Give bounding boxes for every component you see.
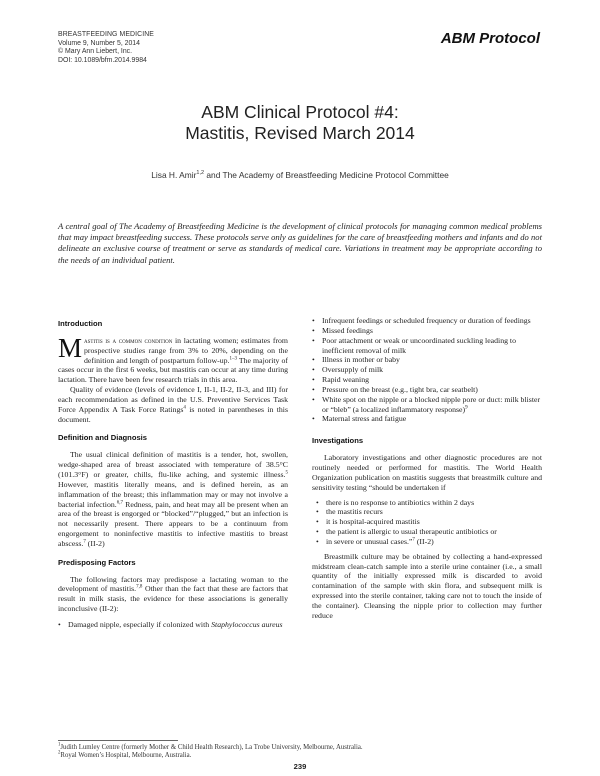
list-item-text: Damaged nipple, especially if colonized with bbox=[68, 619, 212, 629]
def-text-c: Redness, pain, and heat may all be present when an area of the breast is engorged or “blocked”/“plugged,” but an infection is not necessarily present. There appears to be a continuum from engorgement to noninfective mastitis to infective mastitis to breast abscess. bbox=[58, 499, 288, 548]
intro2-text-a: Quality of evidence (levels of evidence I, II-1, II-2, II-3, and III) for each recommendation as defined in the U.S. Preventive Services Task Force Appendix A Task Force Ratings bbox=[58, 385, 288, 414]
author-line bbox=[0, 170, 600, 180]
footnote-text: Judith Lumley Centre (formerly Mother & Child Health Research), La Trobe University, Melbourne, Australia. bbox=[60, 744, 363, 751]
list-item: • Illness in mother or baby bbox=[312, 355, 542, 365]
list-item: • Missed feedings bbox=[312, 326, 542, 336]
list-item-text: White spot on the nipple or a blocked nipple pore or duct: milk blister or “bleb” (a localized inflammatory response) bbox=[322, 394, 541, 414]
list-item bbox=[316, 537, 542, 547]
section-heading-definition: Definition and Diagnosis bbox=[58, 433, 148, 443]
list-item bbox=[58, 620, 288, 630]
citation-marker: 4 bbox=[183, 405, 186, 411]
footnote-divider bbox=[58, 740, 178, 741]
predisposing-paragraph bbox=[58, 575, 288, 614]
footnote-marker: 1 bbox=[58, 742, 61, 748]
left-column bbox=[58, 319, 288, 630]
citation-marker: 7 bbox=[83, 539, 86, 545]
author-primary: Lisa H. Amir bbox=[151, 170, 197, 180]
citation-marker: 1–3 bbox=[229, 355, 237, 361]
section-heading-investigations: Investigations bbox=[312, 436, 364, 446]
affiliation-footnotes bbox=[58, 744, 542, 761]
investigations-paragraph-1: Laboratory investigations and other diagnostic procedures are not routinely needed or performed for mastitis. The World Health Organization publication on mastitis suggests that breastmilk culture and sensitivity testing “should be undertaken if bbox=[312, 453, 542, 492]
drop-cap-letter: M bbox=[58, 332, 83, 363]
list-item bbox=[312, 395, 542, 415]
author-affiliation-marker: 1,2 bbox=[196, 170, 205, 177]
title-line-2: Mastitis, Revised March 2014 bbox=[185, 123, 415, 143]
investigations-paragraph-2: Breastmilk culture may be obtained by collecting a hand-expressed midstream clean-catch sample into a sterile urine container (i.e., a small quantity of the initially expressed milk is discarded to avoid contamination of the sample with skin flora, and subsequent milk is expressed into the sterile container, taking care not to touch the inside of the container). Cleansing the nipple prior to collection may further reduce bbox=[312, 551, 542, 620]
protocol-label: ABM Protocol bbox=[440, 30, 540, 47]
citation-marker: 9 bbox=[465, 405, 468, 410]
organism-name: Staphylococcus aureus bbox=[211, 619, 283, 629]
citation-marker: 7,8 bbox=[136, 584, 143, 590]
pre-text-b: Other than the fact that these are factors that result in milk stasis, the evidence for these associations is generally inconclusive (II-2): bbox=[58, 584, 289, 614]
intro-lead-smallcaps: astitis is a common condition bbox=[84, 335, 173, 345]
list-item: • Pressure on the breast (e.g., tight bra, car seatbelt) bbox=[312, 385, 542, 395]
list-item: • the mastitis recurs bbox=[316, 507, 542, 517]
list-item: • there is no response to antibiotics within 2 days bbox=[316, 498, 542, 508]
intro-paragraph-2 bbox=[58, 385, 288, 424]
list-item: • Rapid weaning bbox=[312, 375, 542, 385]
journal-volume: Volume 9, Number 5, 2014 bbox=[58, 39, 140, 47]
article-title bbox=[0, 102, 600, 144]
list-item: • it is hospital-acquired mastitis bbox=[316, 517, 542, 527]
list-item: • Maternal stress and fatigue bbox=[312, 414, 542, 424]
list-item: • Oversupply of milk bbox=[312, 365, 542, 375]
journal-header bbox=[58, 31, 154, 65]
footnote-marker: 2 bbox=[58, 751, 61, 757]
def-text-a: The usual clinical definition of mastitis is a tender, hot, swollen, wedge-shaped area of breast associated with temperature of 38.5°C (101.3°F) or greater, chills, flu-like aching, and systemic illness. bbox=[58, 450, 288, 479]
predisposing-list-continued bbox=[312, 316, 542, 424]
section-heading-predisposing: Predisposing Factors bbox=[58, 557, 136, 567]
right-column bbox=[312, 316, 542, 621]
citation-marker: 6,7 bbox=[116, 499, 123, 505]
journal-name: BREASTFEEDING MEDICINE bbox=[58, 31, 155, 38]
list-item: • the patient is allergic to usual therapeutic antibiotics or bbox=[316, 527, 542, 537]
intro-paragraph-1 bbox=[58, 332, 288, 385]
def-text-d: (II-2) bbox=[85, 538, 105, 548]
definition-paragraph bbox=[58, 450, 288, 548]
copyright-line: © Mary Ann Liebert, Inc. bbox=[58, 48, 133, 55]
intro-text-b: The majority of cases occur in the first 6 weeks, but mastitis can occur at any time during lactation. There have been few research trials in this area. bbox=[58, 355, 288, 385]
list-item: • Poor attachment or weak or uncoordinated suckling leading to inefficient removal of milk bbox=[312, 336, 542, 356]
def-text-b: However, mastitis literally means, and is defined herein, as an inflammation of the breast; this inflammation may or may not involve a bacterial infection. bbox=[58, 479, 288, 509]
page-number: 239 bbox=[293, 762, 307, 771]
title-line-1: ABM Clinical Protocol #4: bbox=[201, 102, 399, 122]
pre-text-a: The following factors may predispose a lactating woman to the development of mastitis. bbox=[58, 574, 288, 594]
culture-criteria-list bbox=[316, 498, 542, 547]
predisposing-list-start bbox=[58, 620, 288, 630]
list-item-text: in severe or unusual cases.” bbox=[326, 536, 413, 546]
author-committee: and The Academy of Breastfeeding Medicine Protocol Committee bbox=[204, 170, 449, 180]
footnote-2 bbox=[58, 752, 542, 760]
evidence-level: (II-2) bbox=[414, 536, 434, 546]
intro-text-a: in lactating women; estimates from prospective studies range from 3% to 20%, depending on the definition and length of postpartum follow-up. bbox=[84, 335, 288, 365]
intro2-text-b: is noted in parentheses in this document. bbox=[58, 404, 289, 424]
abstract-paragraph: A central goal of The Academy of Breastfeeding Medicine is the development of clinical protocols for managing common medical problems that may impact breastfeeding success. These protocols serve only as guidelines for the care of breastfeeding mothers and infants and do not delineate an exclusive course of treatment or serve as standards of medical care. Variations in treatment may be appropriate according to the needs of an individual patient. bbox=[58, 221, 542, 265]
list-item: • Infrequent feedings or scheduled frequency or duration of feedings bbox=[312, 316, 542, 326]
doi-line: DOI: 10.1089/bfm.2014.9984 bbox=[58, 56, 147, 64]
citation-marker: 5 bbox=[285, 470, 288, 476]
citation-marker: 7 bbox=[412, 537, 415, 543]
footnote-text: Royal Women’s Hospital, Melbourne, Australia. bbox=[60, 752, 192, 760]
section-heading-introduction: Introduction bbox=[58, 319, 103, 328]
